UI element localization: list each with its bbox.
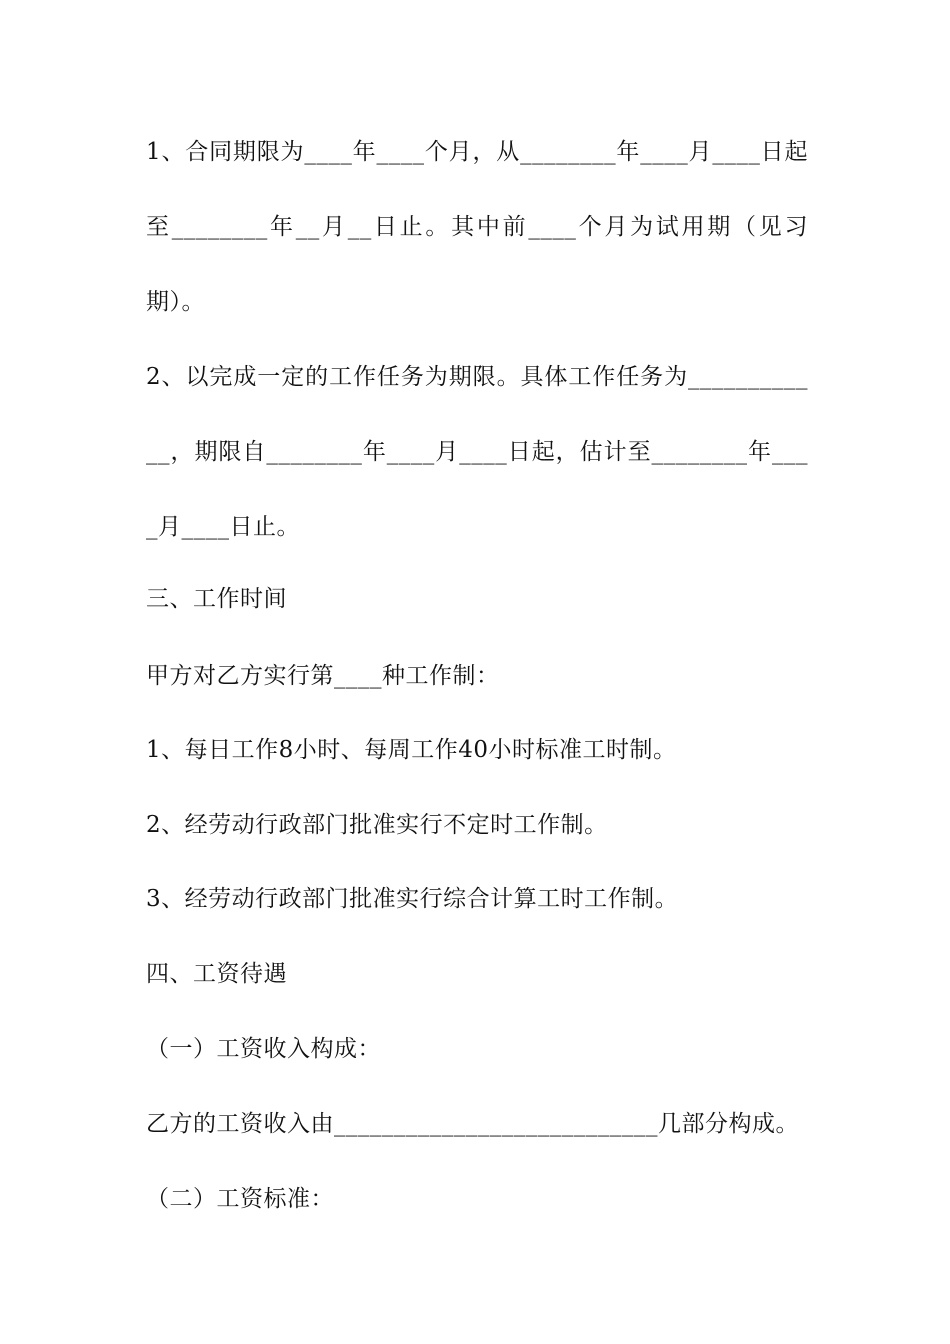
working-system-option-3: 3、经劳动行政部门批准实行综合计算工时工作制。 (146, 886, 679, 912)
task-term-line-1: 2、以完成一定的工作任务为期限。具体工作任务为__________ (146, 364, 808, 390)
section-heading-wages: 四、工资待遇 (146, 961, 287, 987)
wage-composition-line: 乙方的工资收入由___________________________几部分构成。 (146, 1111, 799, 1137)
contract-term-line-1: 1、合同期限为____年____个月，从________年____月____日起 (146, 139, 808, 165)
working-system-option-2: 2、经劳动行政部门批准实行不定时工作制。 (146, 812, 608, 838)
working-system-option-1: 1、每日工作8小时、每周工作40小时标准工时制。 (146, 737, 677, 763)
task-term-line-2: __，期限自________年____月____日起，估计至________年___ (146, 439, 808, 465)
task-term-line-3: _月____日止。 (146, 514, 300, 540)
contract-term-line-2: 至________年__月__日止。其中前____个月为试用期（见习 (146, 214, 808, 240)
contract-term-line-3: 期）。 (146, 289, 205, 315)
section-heading-working-hours: 三、工作时间 (146, 586, 287, 612)
working-system-line: 甲方对乙方实行第____种工作制： (146, 663, 500, 689)
subsection-heading-wage-composition: （一）工资收入构成： (146, 1036, 381, 1062)
subsection-heading-wage-standard: （二）工资标准： (146, 1186, 334, 1212)
